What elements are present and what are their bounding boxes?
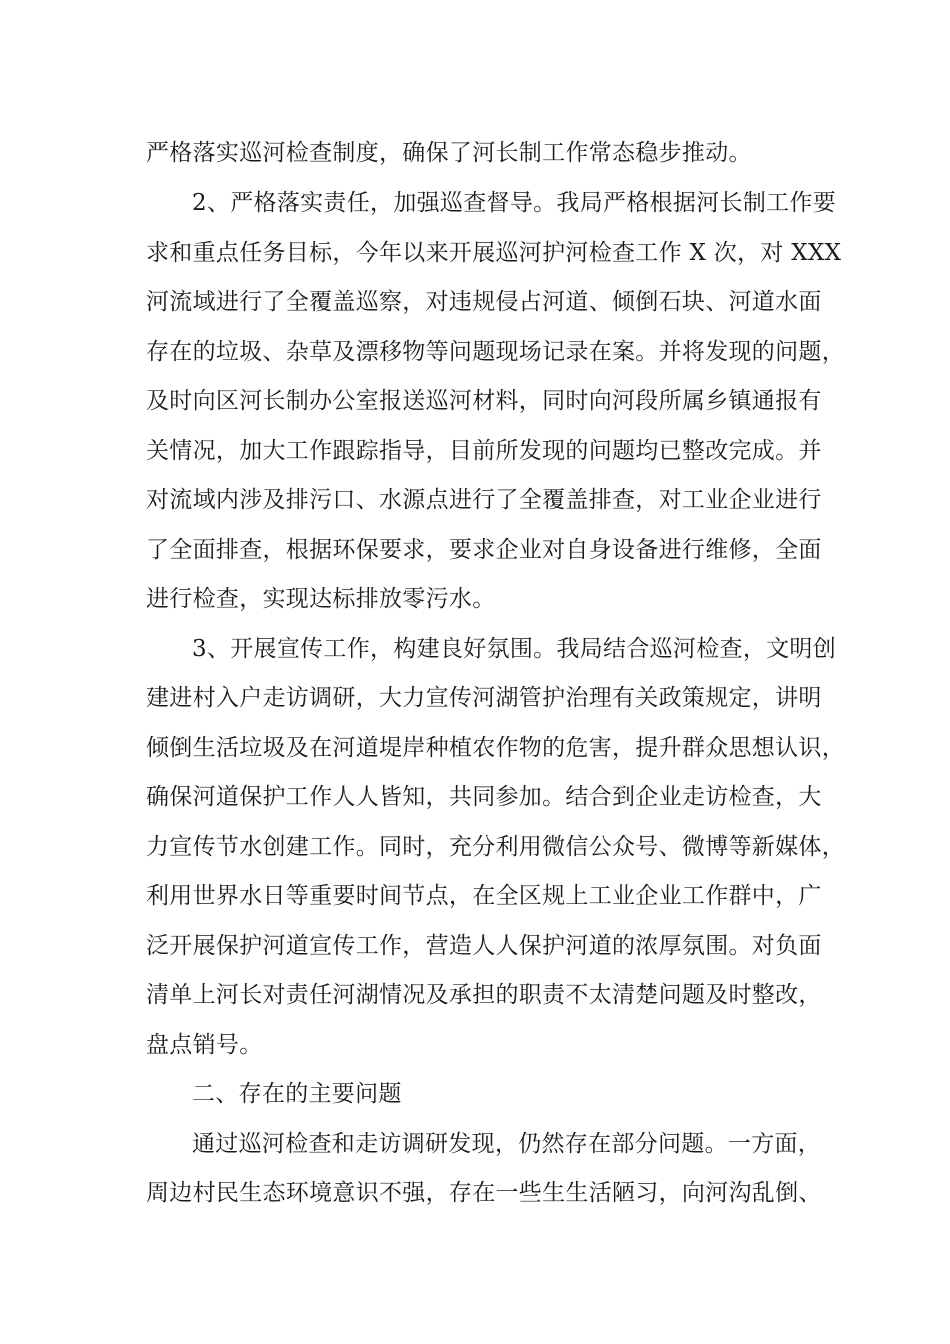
paragraph-heading: 3、开展宣传工作，构建良好氛围。我局结合巡河检查，文明创 — [192, 636, 837, 662]
text-line: 严格落实巡河检查制度，确保了河长制工作常态稳步推动。 — [146, 140, 752, 166]
text-line: 关情况，加大工作跟踪指导，目前所发现的问题均已整改完成。并 — [146, 438, 822, 464]
text-line: 泛开展保护河道宣传工作，营造人人保护河道的浓厚氛围。对负面 — [146, 933, 822, 959]
paragraph-heading: 2、严格落实责任，加强巡查督导。我局严格根据河长制工作要 — [192, 190, 837, 216]
text-line: 及时向区河长制办公室报送巡河材料，同时向河段所属乡镇通报有 — [146, 388, 822, 414]
text-line: 盘点销号。 — [146, 1032, 263, 1058]
text-line: 力宣传节水创建工作。同时，充分利用微信公众号、微博等新媒体， — [146, 834, 845, 860]
text-line: 清单上河长对责任河湖情况及承担的职责不太清楚问题及时整改， — [146, 982, 822, 1008]
section-heading: 二、存在的主要问题 — [192, 1081, 402, 1107]
text-line: 倾倒生活垃圾及在河道堤岸种植农作物的危害，提升群众思想认识， — [146, 735, 845, 761]
text-line: 确保河道保护工作人人皆知，共同参加。结合到企业走访检查，大 — [146, 784, 822, 810]
text-line: 通过巡河检查和走访调研发现，仍然存在部分问题。一方面， — [192, 1131, 822, 1157]
text-line: 了全面排查，根据环保要求，要求企业对自身设备进行维修，全面 — [146, 537, 822, 563]
text-line: 存在的垃圾、杂草及漂移物等问题现场记录在案。并将发现的问题， — [146, 339, 845, 365]
text-line: 求和重点任务目标，今年以来开展巡河护河检查工作 X 次，对 XXX — [146, 240, 842, 266]
text-line: 利用世界水日等重要时间节点，在全区规上工业企业工作群中，广 — [146, 883, 822, 909]
text-line: 建进村入户走访调研，大力宣传河湖管护治理有关政策规定，讲明 — [146, 685, 822, 711]
text-line: 进行检查，实现达标排放零污水。 — [146, 586, 496, 612]
text-line: 河流域进行了全覆盖巡察，对违规侵占河道、倾倒石块、河道水面 — [146, 289, 822, 315]
text-line: 周边村民生态环境意识不强，存在一些生生活陋习，向河沟乱倒、 — [146, 1180, 822, 1206]
text-line: 对流域内涉及排污口、水源点进行了全覆盖排查，对工业企业进行 — [146, 487, 822, 513]
